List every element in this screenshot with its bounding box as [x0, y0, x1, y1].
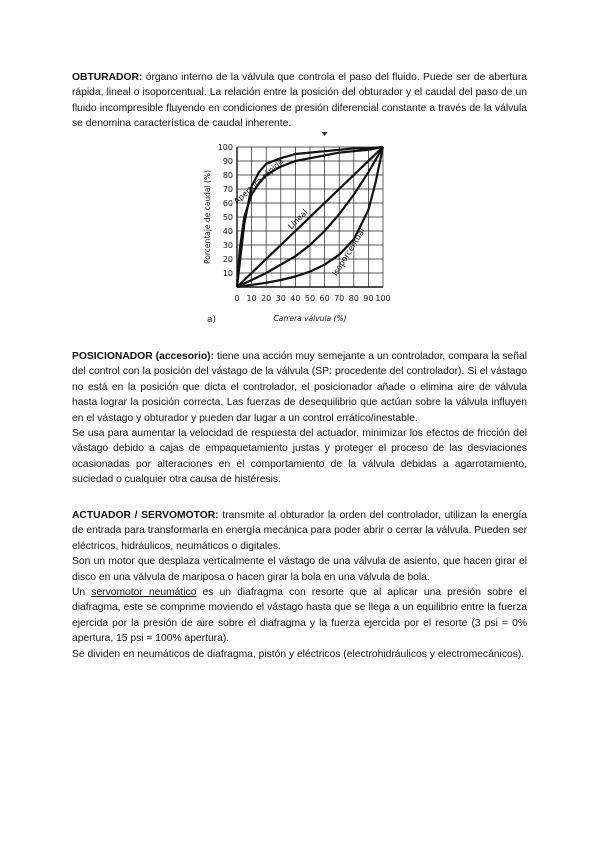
y-tick-50: 50: [222, 213, 233, 222]
obturador-text: [72, 70, 527, 132]
actuador-text-3-pre: Un: [72, 587, 92, 599]
obturador-paragraph: [72, 70, 527, 132]
x-tick-30: 30: [275, 294, 286, 303]
posicionador-paragraph: [72, 349, 527, 426]
y-tick-90: 90: [222, 157, 233, 166]
actuador-text-2: Son un motor que desplaza verticalmente el vástago de una válvula de asiento, que hacen girar el disco en una válvula de mariposa o hacen girar la bola en una válvula de bola.: [72, 556, 527, 583]
x-tick-70: 70: [334, 294, 345, 303]
x-tick-20: 20: [261, 294, 272, 303]
actuador-text-4: Se dividen en neumáticos de diafragma, pistón y eléctricos (electrohidráulicos y electromecánicos).: [72, 648, 525, 660]
annotation-apertura-rapida: Apertura rápida: [232, 157, 286, 207]
x-tick-0: 0: [234, 294, 240, 303]
y-tick-70: 70: [222, 185, 233, 194]
posicionador-text-1: tiene una acción muy semejante a un controlador, compara la señal del control con la posición del vástago de la válvula (SP: procedente del controlador). Si el vástago no está en la posición que dicta el controlador, el posicionador añade o elimina aire de válvula hasta lograr la posición correcta. Las fuerzas de desequilibrio que actúan sobre la válvula influyen en el vástago y obturador y pueden dar lugar a un control errático/inestable.: [72, 351, 527, 424]
actuador-section: [72, 508, 527, 662]
x-tick-80: 80: [348, 294, 359, 303]
y-tick-40: 40: [222, 227, 233, 236]
annotation-isoporcentual: Isoporcentual: [330, 226, 367, 278]
x-tick-60: 60: [319, 294, 330, 303]
y-tick-60: 60: [222, 199, 233, 208]
y-tick-10: 10: [222, 269, 233, 278]
y-axis-label: Porcentaje de caudal (%): [203, 170, 212, 264]
y-tick-30: 30: [222, 241, 233, 250]
obturador-label: OBTURADOR:: [72, 72, 143, 83]
servomotor-neumatico-term: servomotor neumático: [91, 587, 197, 599]
actuador-text-3: [72, 585, 527, 647]
y-tick-20: 20: [222, 255, 233, 264]
panel-label: a): [207, 315, 217, 325]
x-tick-100: 100: [375, 294, 391, 303]
x-tick-90: 90: [363, 294, 374, 303]
x-axis-label: Carrera válvula (%): [273, 314, 347, 323]
actuador-label: ACTUADOR / SERVOMOTOR:: [72, 510, 219, 521]
flow-characteristic-chart: [197, 130, 397, 330]
annotation-lineal: Lineal: [286, 207, 310, 232]
obturador-description: órgano interno de la válvula que controla el paso del fluido. Puede ser de abertura rápida, lineal o isoporcentual. La relación entre la posición del obturador y el caudal del paso de un fluido incompresible fluyendo en condiciones de presión diferencial constante a través de la válvula se denomina característica de caudal inherente.: [72, 72, 527, 130]
y-tick-100: 100: [217, 143, 233, 152]
x-tick-50: 50: [304, 294, 316, 303]
y-tick-80: 80: [222, 171, 233, 180]
actuador-text-3-post: es un diafragma con resorte que al aplicar una presión sobre el diafragma, este se comprime moviendo el vástago hasta que se llega a un equilibrio entre la fuerza ejercida por la presión de aire sobre el diafragma y la fuerza ejercida por el resorte (3 psi = 0% apertura, 15 psi = 100% apertura).: [72, 587, 527, 645]
x-tick-10: 10: [246, 294, 257, 303]
top-marker: [322, 132, 328, 136]
posicionador-text-2: Se usa para aumentar la velocidad de respuesta del actuador, minimizar los efectos de fricción del vástago debido a cajas de empaquetamiento justas y proteger el proceso de las desviaciones ocasionadas por alteraciones en el comportamiento de la válvula debidas a agarrotamiento, suciedad o cualquier otra causa de histéresis.: [72, 428, 527, 486]
actuador-paragraph: [72, 508, 527, 554]
posicionador-label: POSICIONADOR (accesorio):: [72, 351, 215, 362]
x-tick-40: 40: [290, 294, 301, 303]
posicionador-section: [72, 349, 527, 488]
actuador-text-1: transmite al obturador la orden del controlador, utilizan la energía de entrada para transformarla en energía mecánica para poder abrir o cerrar la válvula. Pueden ser eléctricos, hidráulicos, neumáticos o digitales.: [72, 510, 527, 552]
